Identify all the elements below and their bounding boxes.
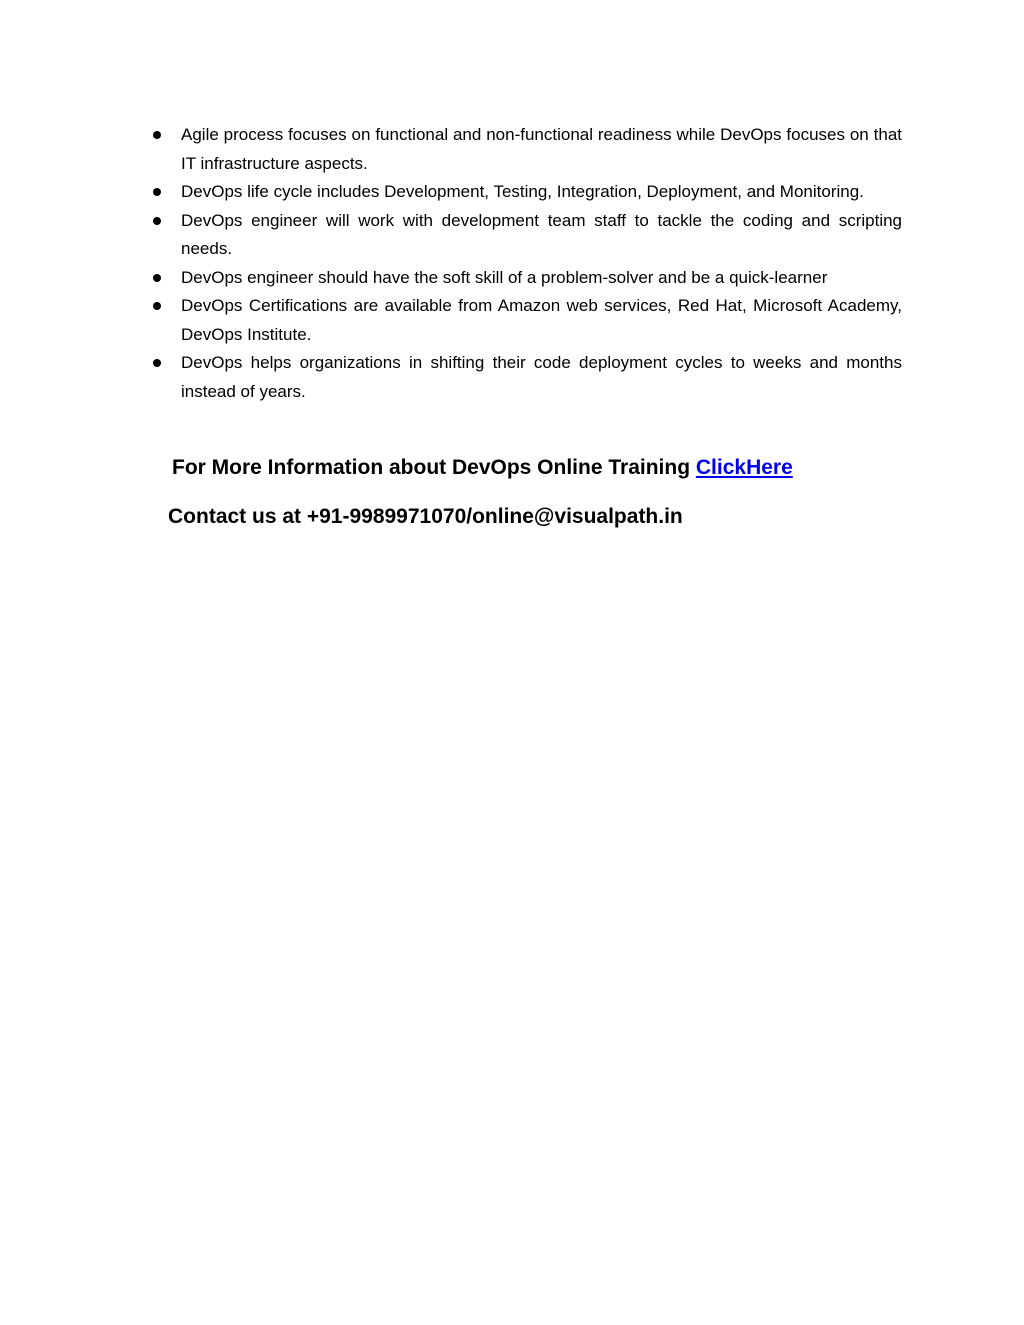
bullet-icon [153, 274, 161, 282]
list-item [150, 121, 902, 178]
list-item [150, 178, 902, 207]
list-item-text: DevOps Certifications are available from Amazon web services, Red Hat, Microsoft Academy, DevOps Institute. [181, 296, 902, 344]
bullet-icon [153, 359, 161, 367]
list-item [150, 207, 902, 264]
bullet-icon [153, 131, 161, 139]
list-item-text: Agile process focuses on functional and non-functional readiness while DevOps focuses on that IT infrastructure aspects. [181, 125, 902, 173]
list-item-text: DevOps helps organizations in shifting their code deployment cycles to weeks and months instead of years. [181, 353, 902, 401]
bullet-icon [153, 302, 161, 310]
bullet-icon [153, 217, 161, 225]
list-item [150, 349, 902, 406]
list-item [150, 292, 902, 349]
devops-facts-list [150, 121, 902, 406]
click-here-link[interactable]: ClickHere [695, 456, 793, 479]
list-item-text: DevOps engineer should have the soft skill of a problem-solver and be a quick-learner [181, 267, 828, 287]
list-item-text: DevOps engineer will work with development team staff to tackle the coding and scripting needs. [181, 210, 902, 258]
list-item-text: DevOps life cycle includes Development, Testing, Integration, Deployment, and Monitoring. [181, 182, 864, 201]
list-item [150, 264, 902, 293]
bullet-icon [153, 188, 161, 196]
more-info-text: For More Information about DevOps Online Training [172, 456, 696, 479]
more-info-line [172, 454, 793, 482]
contact-line: Contact us at +91-9989971070/online@visualpath.in [168, 505, 683, 528]
